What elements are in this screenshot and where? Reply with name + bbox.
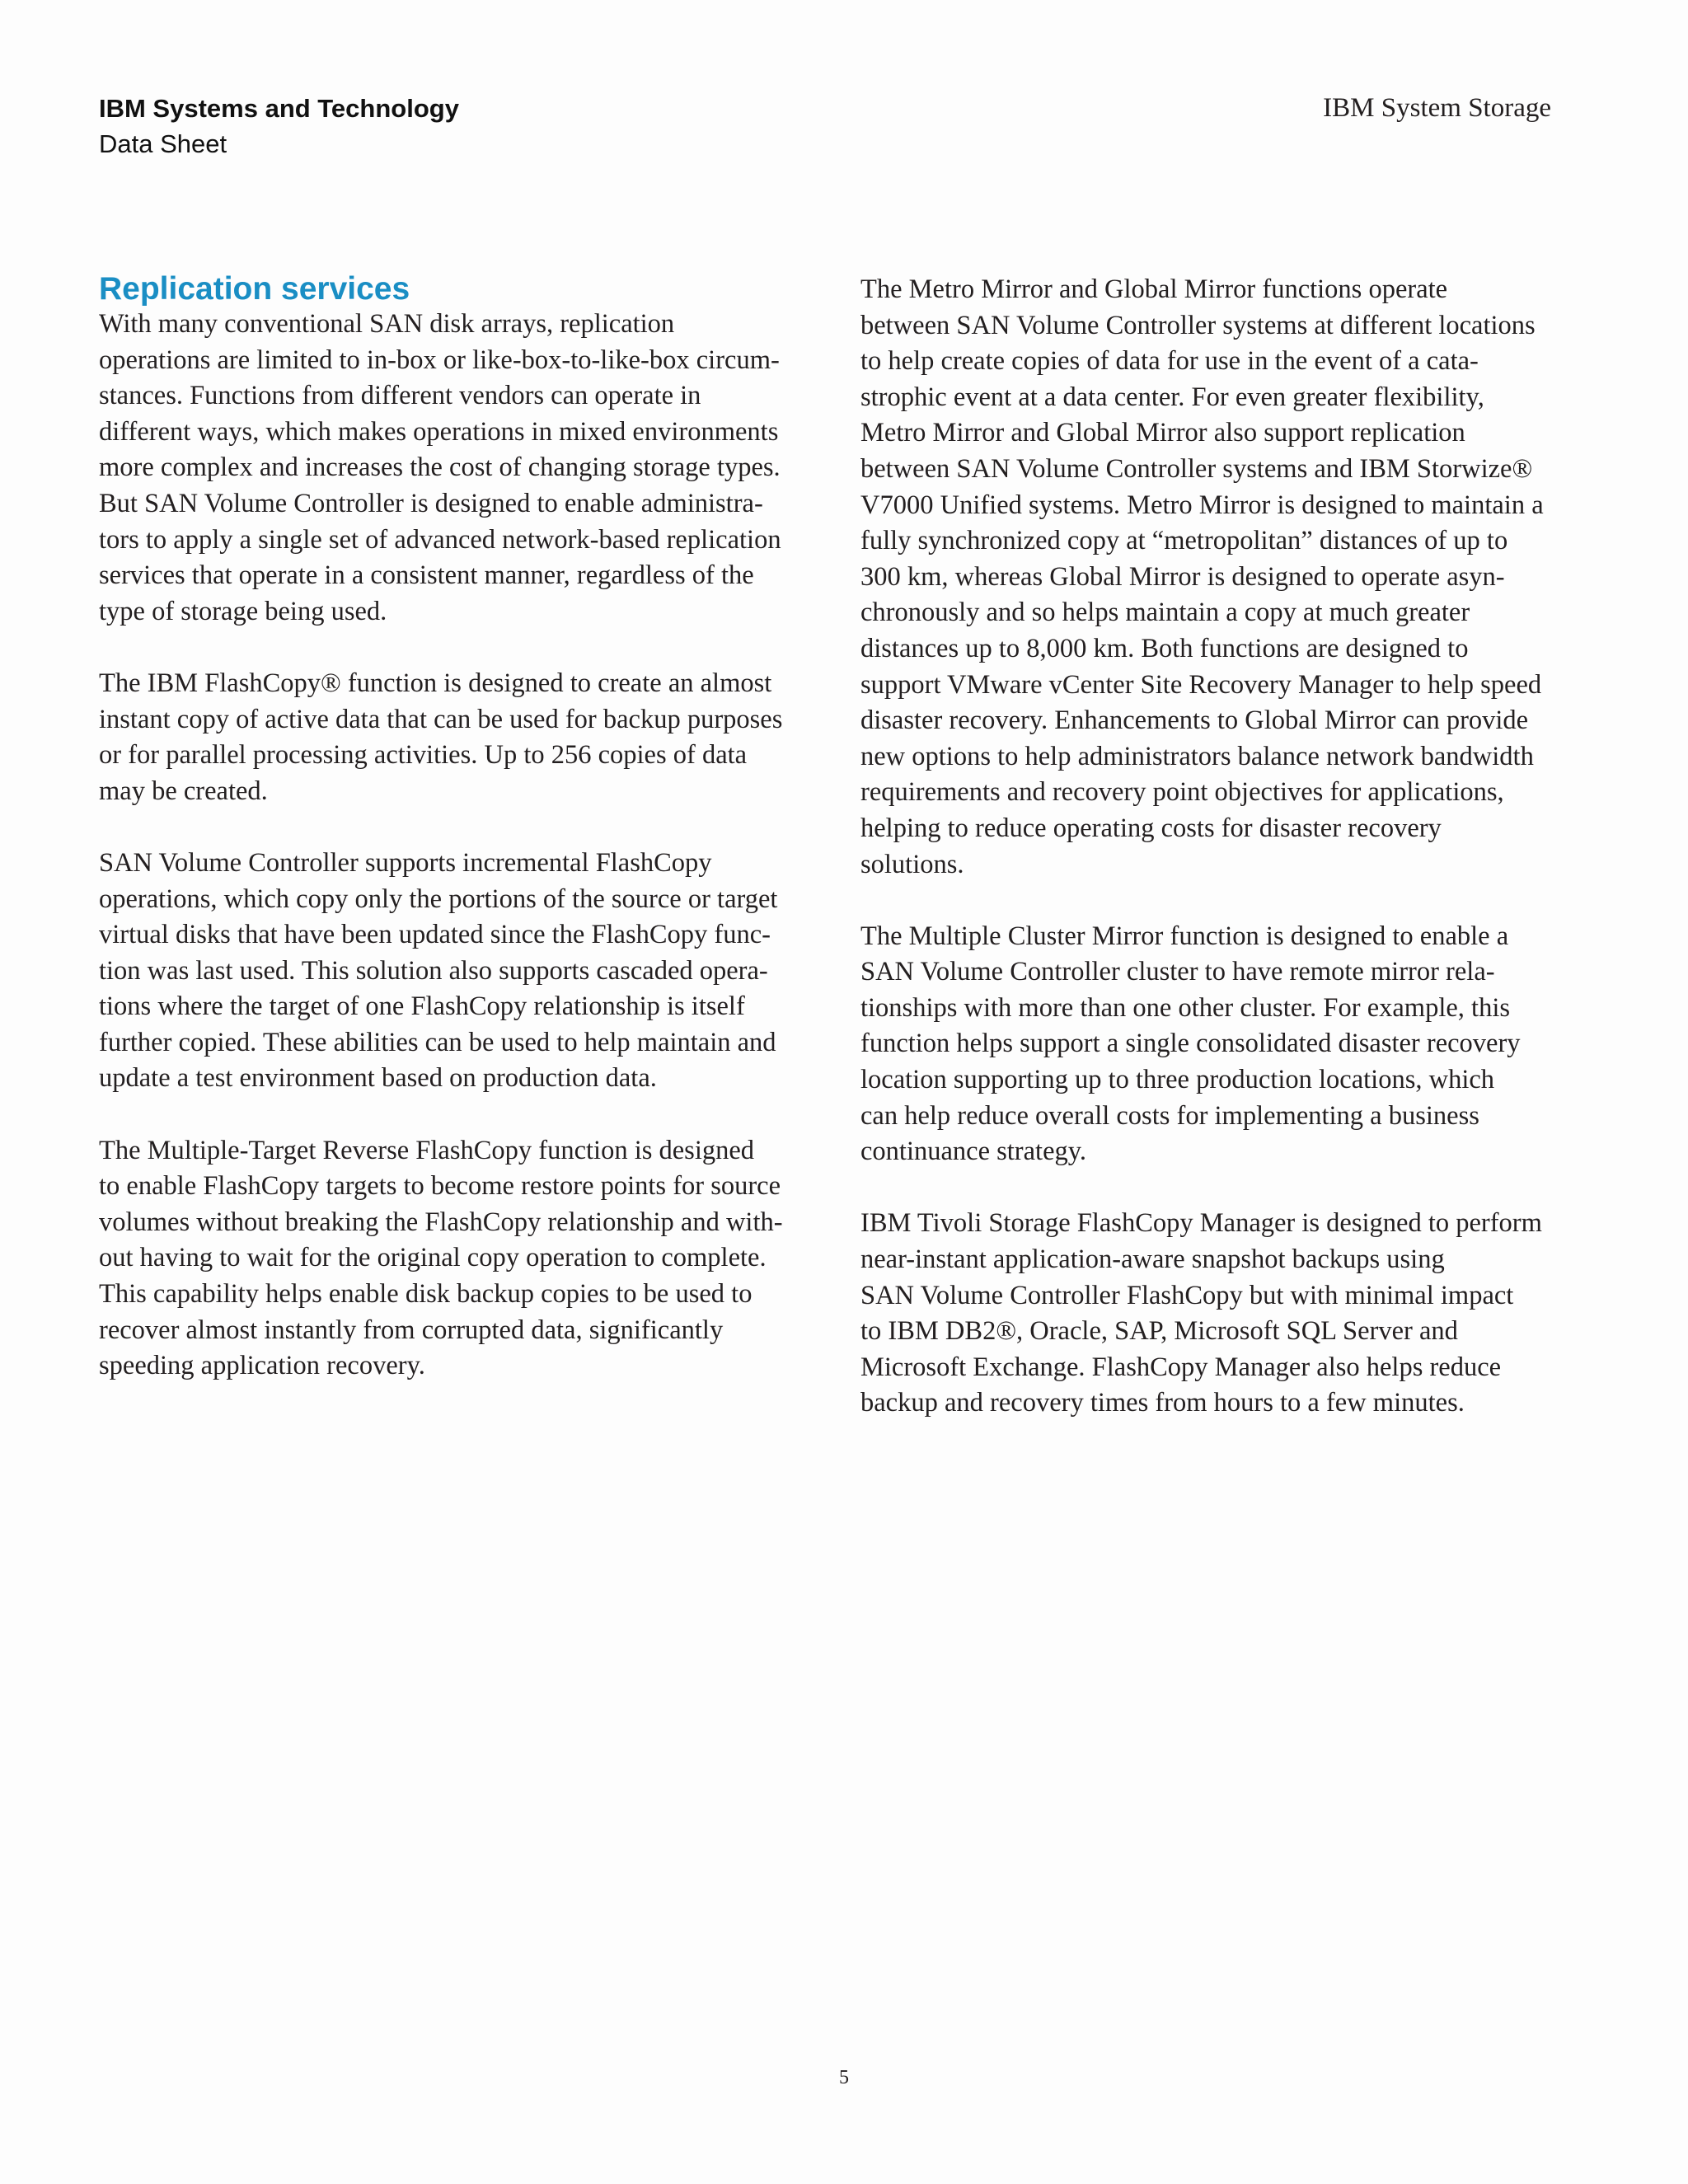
document-header <box>99 91 459 162</box>
text-line: helping to reduce operating costs for disaster recovery <box>860 813 1442 843</box>
text-line: distances up to 8,000 km. Both functions are designed to <box>860 633 1469 663</box>
text-line: update a test environment based on production data. <box>99 1063 657 1094</box>
text-line: near-instant application-aware snapshot backups using <box>860 1244 1445 1275</box>
text-line: services that operate in a consistent manner, regardless of the <box>99 560 754 591</box>
document-type: Data Sheet <box>99 129 227 158</box>
text-line: support VMware vCenter Site Recovery Manager to help speed <box>860 669 1542 700</box>
paragraph <box>99 307 816 630</box>
text-line: function helps support a single consolidated disaster recovery <box>860 1029 1521 1059</box>
text-line: SAN Volume Controller supports incremental FlashCopy <box>99 847 712 878</box>
text-line: backup and recovery times from hours to a few minutes. <box>860 1388 1465 1418</box>
paragraph <box>860 272 1553 883</box>
text-line: strophic event at a data center. For even greater flexibility, <box>860 382 1484 412</box>
text-line: solutions. <box>860 849 964 879</box>
text-line: stances. Functions from different vendors can operate in <box>99 381 701 411</box>
text-line: to help create copies of data for use in the event of a cata- <box>860 346 1479 377</box>
text-line: SAN Volume Controller cluster to have remote mirror rela- <box>860 957 1495 987</box>
section-title: Replication services <box>99 271 410 307</box>
text-line: location supporting up to three production locations, which <box>860 1065 1495 1095</box>
text-line: continuance strategy. <box>860 1137 1087 1167</box>
text-line: further copied. These abilities can be used to help maintain and <box>99 1027 776 1057</box>
left-paragraphs <box>99 307 816 1385</box>
text-line: may be created. <box>99 776 268 806</box>
text-line: disaster recovery. Enhancements to Global Mirror can provide <box>860 705 1529 736</box>
text-line: Microsoft Exchange. FlashCopy Manager also helps reduce <box>860 1352 1502 1382</box>
text-line: SAN Volume Controller FlashCopy but with minimal impact <box>860 1280 1514 1310</box>
text-line: out having to wait for the original copy operation to complete. <box>99 1243 767 1273</box>
page-number: 5 <box>839 2067 849 2088</box>
text-line: The Multiple Cluster Mirror function is designed to enable a <box>860 921 1509 951</box>
product-name: IBM System Storage <box>1323 93 1551 123</box>
text-line: But SAN Volume Controller is designed to enable administra- <box>99 488 763 518</box>
text-line: between SAN Volume Controller systems at different locations <box>860 310 1536 340</box>
text-line: tions where the target of one FlashCopy relationship is itself <box>99 991 745 1022</box>
text-line: operations are limited to in-box or like-box-to-like-box circum- <box>99 344 780 375</box>
text-line: tion was last used. This solution also supports cascaded opera- <box>99 955 768 986</box>
paragraph <box>99 846 816 1097</box>
text-line: The IBM FlashCopy® function is designed to create an almost <box>99 668 772 698</box>
text-line: between SAN Volume Controller systems and IBM Storwize® <box>860 453 1533 484</box>
text-line: 300 km, whereas Global Mirror is designed to operate asyn- <box>860 561 1505 592</box>
paragraph <box>860 919 1553 1170</box>
text-line: can help reduce overall costs for implementing a business <box>860 1100 1479 1131</box>
text-line: speeding application recovery. <box>99 1351 425 1381</box>
text-line: This capability helps enable disk backup copies to be used to <box>99 1279 753 1310</box>
text-line: tionships with more than one other cluster. For example, this <box>860 992 1510 1023</box>
right-column <box>860 272 1553 1458</box>
text-line: instant copy of active data that can be used for backup purposes <box>99 704 783 734</box>
paragraph <box>99 1133 816 1385</box>
text-line: operations, which copy only the portions of the source or target <box>99 883 778 914</box>
text-line: chronously and so helps maintain a copy at much greater <box>860 598 1470 628</box>
text-line: recover almost instantly from corrupted data, significantly <box>99 1315 724 1345</box>
text-line: tors to apply a single set of advanced network-based replication <box>99 524 781 555</box>
text-line: new options to help administrators balance network bandwidth <box>860 741 1534 771</box>
right-paragraphs <box>860 272 1553 1422</box>
paragraph <box>860 1206 1553 1422</box>
text-line: more complex and increases the cost of changing storage types. <box>99 452 781 483</box>
text-line: requirements and recovery point objectives for applications, <box>860 777 1504 808</box>
text-line: type of storage being used. <box>99 596 387 626</box>
text-line: The Metro Mirror and Global Mirror functions operate <box>860 274 1448 304</box>
left-column <box>99 272 816 1420</box>
text-line: IBM Tivoli Storage FlashCopy Manager is designed to perform <box>860 1208 1542 1239</box>
text-line: The Multiple-Target Reverse FlashCopy function is designed <box>99 1135 755 1165</box>
text-line: to enable FlashCopy targets to become restore points for source <box>99 1171 781 1202</box>
text-line: With many conventional SAN disk arrays, replication <box>99 309 675 339</box>
text-line: different ways, which makes operations in mixed environments <box>99 416 779 447</box>
company-name: IBM Systems and Technology <box>99 94 459 123</box>
text-line: or for parallel processing activities. Up to 256 copies of data <box>99 740 748 771</box>
paragraph <box>99 666 816 809</box>
text-line: volumes without breaking the FlashCopy relationship and with- <box>99 1207 783 1237</box>
text-line: V7000 Unified systems. Metro Mirror is designed to maintain a <box>860 490 1544 520</box>
text-line: Metro Mirror and Global Mirror also support replication <box>860 418 1465 448</box>
text-line: virtual disks that have been updated since the FlashCopy func- <box>99 920 771 950</box>
text-line: fully synchronized copy at “metropolitan” distances of up to <box>860 526 1508 556</box>
text-line: to IBM DB2®, Oracle, SAP, Microsoft SQL Server and <box>860 1316 1458 1347</box>
